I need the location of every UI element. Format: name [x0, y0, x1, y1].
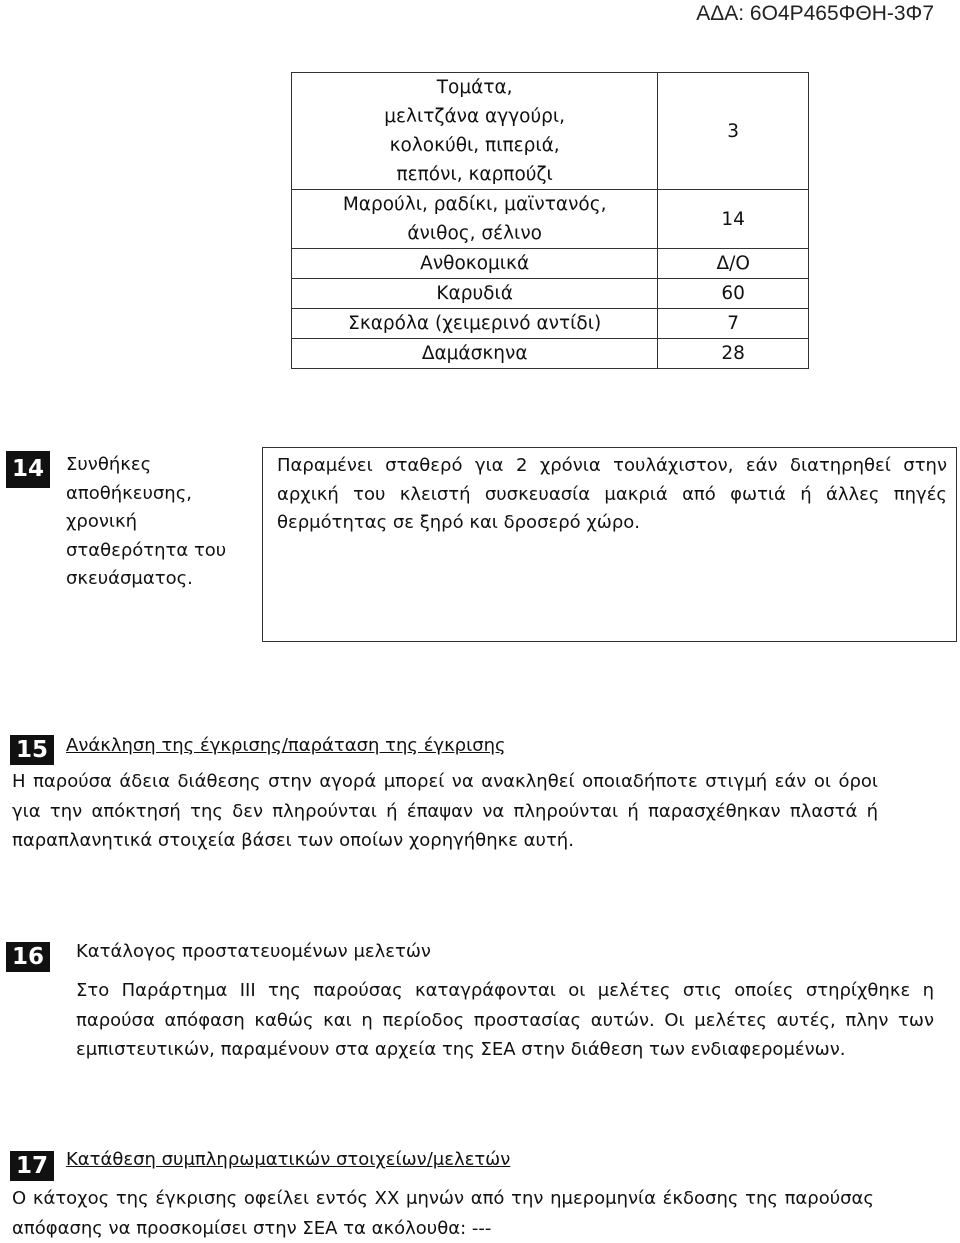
crop-name-line: Τομάτα, [436, 77, 513, 98]
section-number: 17 [10, 1151, 54, 1181]
crop-name-line: Μαρούλι, ραδίκι, μαϊντανός, [342, 194, 607, 215]
crop-name: Δαμάσκηνα [292, 339, 658, 369]
section-label-line: σταθερότητα του [66, 539, 227, 561]
crop-days: Δ/Ο [658, 249, 809, 279]
crop-name: Σκαρόλα (χειμερινό αντίδι) [292, 309, 658, 339]
section-label-line: σκευάσματος. [66, 568, 193, 589]
crop-days [658, 190, 809, 249]
crop-name-line: πεπόνι, καρπούζι [396, 164, 553, 185]
section-text: Ο κάτοχος της έγκρισης οφείλει εντός ΧΧ μηνών από την ημερομηνία έκδοσης της παρούσας απόφασης να προσκομίσει στην ΣΕΑ τα ακόλουθα: --- [12, 1188, 874, 1239]
section-number: 15 [10, 735, 54, 765]
crop-name [292, 73, 658, 190]
crop-name: Ανθοκομικά [292, 249, 658, 279]
crop-name [292, 190, 658, 249]
section-text: Στο Παράρτημα ΙΙΙ της παρούσας καταγράφονται οι μελέτες στις οποίες στηρίχθηκε η παρούσα απόφαση καθώς και η περίοδος προστασίας αυτών. Οι μελέτες αυτές, πλην των εμπιστευτικών, παραμένουν στα αρχεία της ΣΕΑ στην διάθεση των ενδιαφερομένων. [76, 980, 934, 1060]
section-text: Παραμένει σταθερό για 2 χρόνια τουλάχιστον, εάν διατηρηθεί στην αρχική του κλειστή συσκευασία μακριά από φωτιά ή άλλες πηγές θερμότητας σε ξηρό και δροσερό χώρο. [277, 455, 947, 533]
crop-days: 28 [658, 339, 809, 369]
section-number: 14 [6, 451, 50, 488]
section-label [66, 451, 246, 594]
crop-name-line: μελιτζάνα αγγούρι, [384, 106, 566, 127]
crop-days-value: 3 [727, 120, 740, 142]
ada-header: ΑΔΑ: 6Ο4Ρ465ΦΘΗ-3Φ7 [696, 2, 934, 25]
section-label-line: αποθήκευσης, [66, 482, 192, 504]
crop-days [658, 73, 809, 190]
section-number: 16 [6, 942, 50, 972]
crop-name-line: κολοκύθι, πιπεριά, [389, 135, 560, 156]
crop-days-value: 14 [721, 209, 745, 230]
table-row [292, 73, 809, 190]
crop-name: Καρυδιά [292, 279, 658, 309]
table-row [292, 249, 809, 279]
section-title: Κατάλογος προστατευομένων μελετών [76, 941, 431, 962]
section-title: Ανάκληση της έγκρισης/παράταση της έγκρισης [66, 735, 506, 756]
table-row [292, 279, 809, 309]
section-text: Η παρούσα άδεια διάθεσης στην αγορά μπορεί να ανακληθεί οποιαδήποτε στιγμή εάν οι όροι για την απόκτησή της δεν πληρούνται ή έπαψαν να πληρούνται ή παρασχέθηκαν πλαστά ή παραπλανητικά στοιχεία βάσει των οποίων χορηγήθηκε αυτή. [12, 771, 878, 851]
crop-name-line: άνιθος, σέλινο [407, 223, 542, 244]
section-label-line: χρονική [66, 511, 137, 532]
table-row [292, 339, 809, 369]
crop-table [291, 72, 809, 369]
table-row [292, 190, 809, 249]
section-title: Κατάθεση συμπληρωματικών στοιχείων/μελετών [66, 1149, 511, 1170]
section-label-line: Συνθήκες [66, 454, 152, 475]
crop-days: 60 [658, 279, 809, 309]
crop-days: 7 [658, 309, 809, 339]
table-row [292, 309, 809, 339]
